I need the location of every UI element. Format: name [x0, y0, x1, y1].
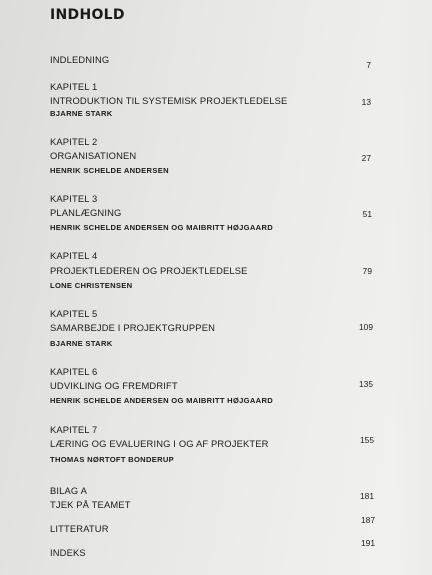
toc-page-number: 181	[360, 491, 374, 501]
toc-entry-title: TJEK PÅ TEAMET	[50, 499, 131, 510]
toc-entry-author: LONE CHRISTENSEN	[50, 281, 133, 290]
toc-chapter-label: KAPITEL 1	[50, 81, 98, 92]
toc-chapter-label: BILAG A	[50, 485, 88, 496]
toc-entry-title: LÆRING OG EVALUERING I OG AF PROJEKTER	[50, 438, 269, 449]
toc-page-number: 135	[359, 379, 373, 389]
toc-entry-author: HENRIK SCHELDE ANDERSEN OG MAIBRITT HØJGAARD	[50, 396, 274, 405]
toc-chapter-label: KAPITEL 3	[50, 193, 98, 204]
toc-entry-title: UDVIKLING OG FREMDRIFT	[50, 380, 178, 391]
toc-page-number: 155	[360, 435, 374, 445]
toc-entry-author: HENRIK SCHELDE ANDERSEN	[50, 166, 169, 175]
page-title: INDHOLD	[50, 7, 125, 23]
toc-page-number: 79	[362, 266, 372, 276]
toc-entry-author: THOMAS NØRTOFT BONDERUP	[50, 455, 175, 464]
toc-entry-title: PROJEKTLEDEREN OG PROJEKTLEDELSE	[50, 265, 248, 276]
toc-page-number: 51	[362, 209, 372, 219]
toc-chapter-label: KAPITEL 5	[50, 308, 98, 319]
page-edge-shadow	[394, 0, 432, 575]
toc-entry-title: ORGANISATIONEN	[50, 150, 137, 161]
toc-entry-author: BJARNE STARK	[50, 109, 113, 118]
toc-entry-title: INTRODUKTION TIL SYSTEMISK PROJEKTLEDELSE	[50, 95, 288, 106]
toc-entry-title: SAMARBEJDE I PROJEKTGRUPPEN	[50, 322, 216, 333]
toc-entry-title: INDLEDNING	[50, 54, 110, 65]
toc-chapter-label: KAPITEL 4	[50, 250, 98, 261]
toc-page-number: 27	[361, 153, 371, 163]
toc-chapter-label: KAPITEL 6	[50, 366, 98, 377]
toc-entry-title: PLANLÆGNING	[50, 207, 122, 218]
toc-chapter-label: KAPITEL 7	[50, 424, 98, 435]
toc-entry-author: HENRIK SCHELDE ANDERSEN OG MAIBRITT HØJGAARD	[50, 223, 274, 232]
toc-page-number: 191	[361, 538, 375, 548]
toc-page-number: 7	[366, 60, 371, 70]
toc-entry-title: INDEKS	[50, 547, 86, 558]
toc-entry-title: LITTERATUR	[50, 523, 109, 534]
toc-page-number: 13	[361, 97, 371, 107]
toc-page-number: 187	[361, 515, 375, 525]
toc-page-number: 109	[359, 322, 373, 332]
toc-entry-author: BJARNE STARK	[50, 339, 113, 348]
toc-chapter-label: KAPITEL 2	[50, 136, 98, 147]
